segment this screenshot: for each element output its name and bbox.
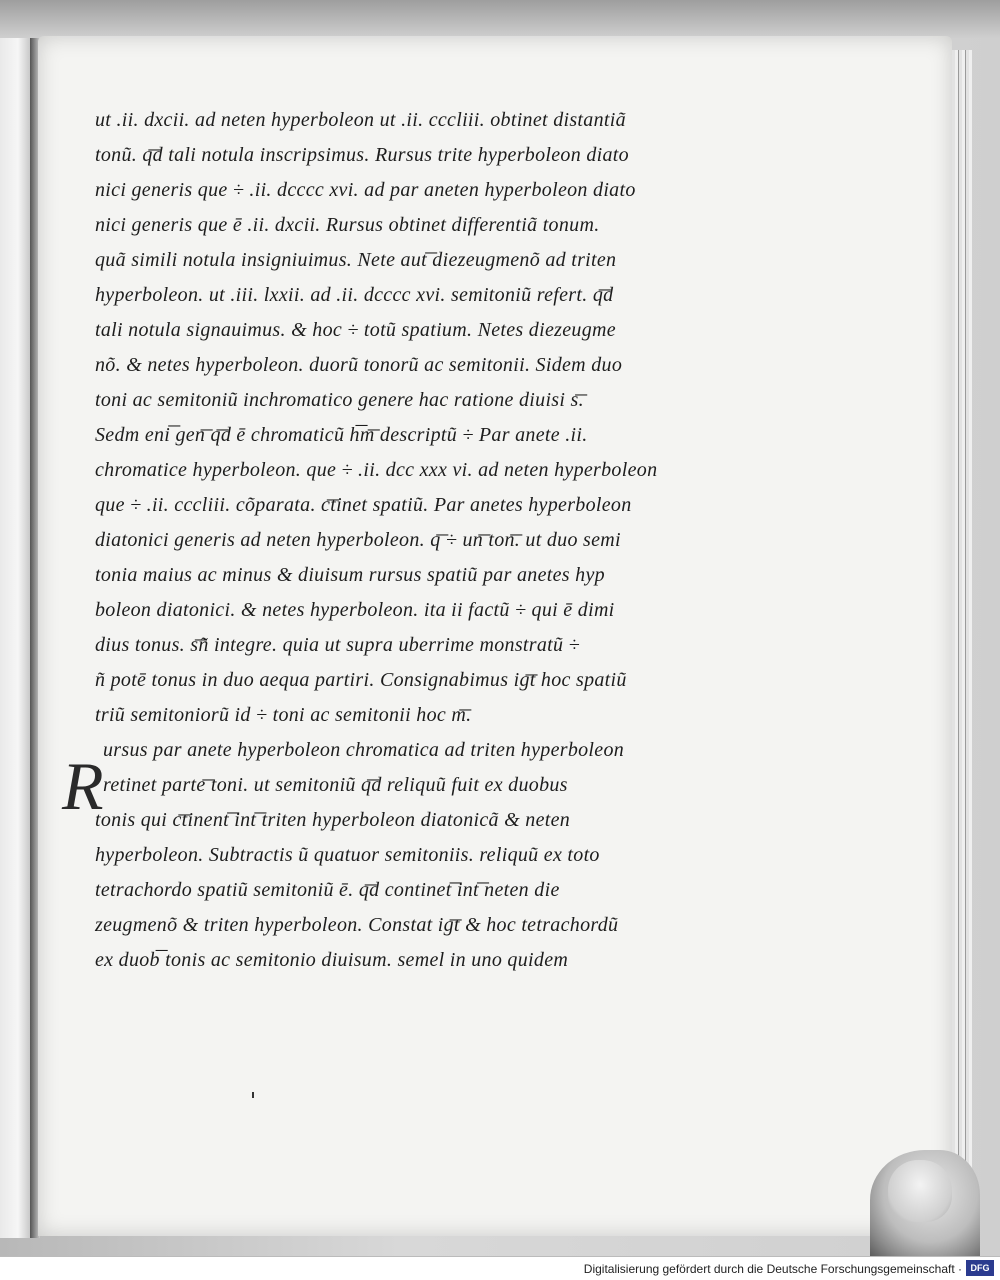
facing-page-edge [0,38,32,1238]
text-line: hyperboleon. ut .iii. lxxii. ad .ii. dcccc xvi. semitoniũ refert. q͞d [95,284,614,306]
footer-bar [0,1256,1000,1280]
text-line: hyperboleon. Subtractis ũ quatuor semitoniis. reliquũ ex toto [95,844,600,866]
text-line: Sedm eni͞ gen͞ q͞d ē chromaticũ h͞m͞ descriptũ ÷ Par anete .ii. [95,424,588,446]
text-line: tonis qui c͞tinent͞ int͞ triten hyperboleon diatonicã & neten [95,809,571,831]
text-line: quã simili notula insigniuimus. Nete aut͞ diezeugmenõ ad triten [95,249,617,271]
text-line: nici generis que ē .ii. dxcii. Rursus obtinet differentiã tonum. [95,214,600,236]
text-line: ursus par anete hyperboleon chromatica ad triten hyperboleon [103,739,625,761]
text-line: triũ semitoniorũ id ÷ toni ac semitonii hoc m͞. [95,704,472,726]
text-line: retinet parte͞ toni. ut semitoniũ q͞d reliquũ fuit ex duobus [103,774,568,796]
decorated-initial: R [62,748,104,824]
text-line: ñ potē tonus in duo aequa partiri. Consignabimus ig͞t hoc spatiũ [95,669,627,691]
funding-credit: Digitalisierung gefördert durch die Deutsche Forschungsgemeinschaft · [583,1262,962,1276]
text-line: chromatice hyperboleon. que ÷ .ii. dcc xxx vi. ad neten hyperboleon [95,459,658,481]
text-line: tonia maius ac minus & diuisum rursus spatiũ par anetes hyp [95,564,605,586]
text-line: ex duob͞ tonis ac semitonio diuisum. semel in uno quidem [95,949,569,971]
text-line: boleon diatonici. & netes hyperboleon. ita ii factũ ÷ qui ē dimi [95,599,615,621]
text-line: tali notula signauimus. & hoc ÷ totũ spatium. Netes diezeugme [95,319,616,341]
text-line: zeugmenõ & triten hyperboleon. Constat ig͞t & hoc tetrachordũ [95,914,619,936]
text-line: que ÷ .ii. cccliii. cõparata. c͞tinet spatiũ. Par anetes hyperboleon [95,494,632,516]
thumbnail-nail [888,1160,952,1222]
text-line: nõ. & netes hyperboleon. duorũ tonorũ ac semitonii. Sidem duo [95,354,623,376]
text-line: toni ac semitoniũ inchromatico genere hac ratione diuisi s͞. [95,389,584,411]
text-line: dius tonus. s͞ñ integre. quia ut supra uberrime monstratũ ÷ [95,634,580,656]
text-line: nici generis que ÷ .ii. dcccc xvi. ad par aneten hyperboleon diato [95,179,636,201]
ink-speck [252,1092,254,1098]
dfg-logo[interactable]: DFG [966,1260,994,1276]
text-line: tonũ. q͞d tali notula inscripsimus. Rursus trite hyperboleon diato [95,144,629,166]
top-shadow [0,0,1000,38]
text-line: diatonici generis ad neten hyperboleon. q͞ ÷ un͞ ton͞. ut duo semi [95,529,621,551]
text-line: tetrachordo spatiũ semitoniũ ē. q͞d continet͞ int͞ neten die [95,879,560,901]
text-line: ut .ii. dxcii. ad neten hyperboleon ut .ii. cccliii. obtinet distantiã [95,109,626,131]
